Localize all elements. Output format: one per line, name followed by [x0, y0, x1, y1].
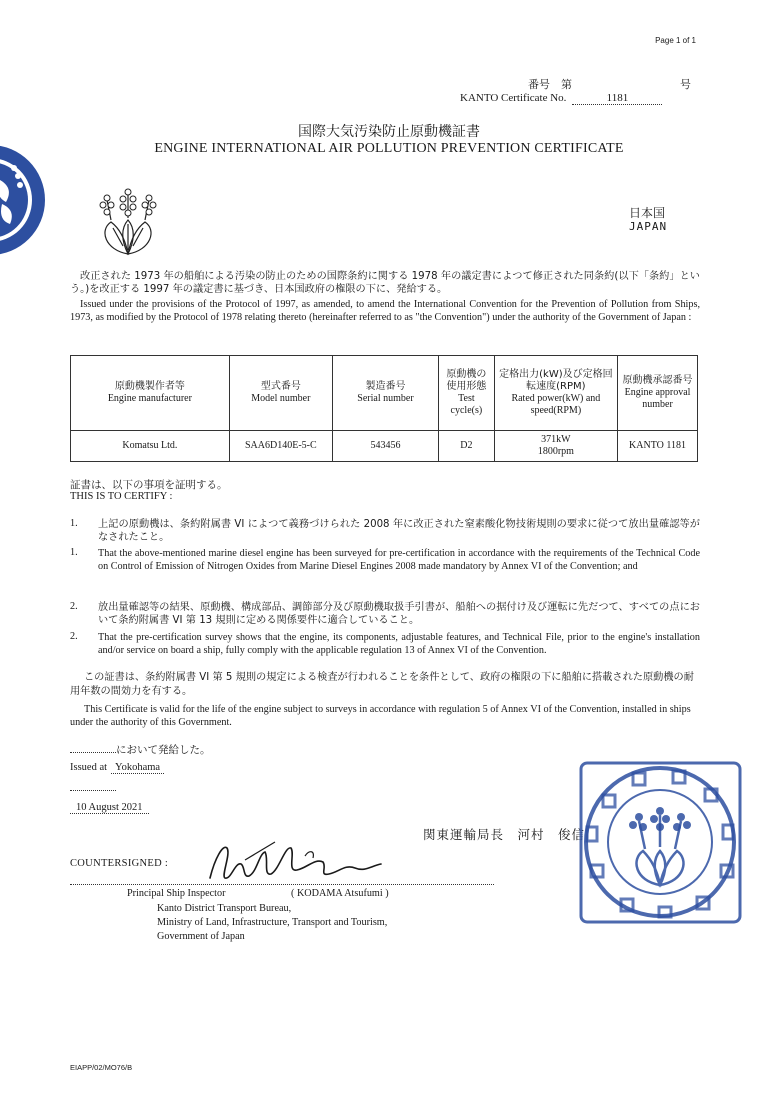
validity-paragraph-jp: この証書は、条約附属書 VI 第 5 規則の規定による検査が行われることを条件として、政府の権限の下に船舶に搭載された原動機の耐用年数の間効力を有する。 — [70, 672, 694, 697]
certificate-number-jp — [528, 76, 691, 92]
header-serial: 製造番号 Serial number — [332, 356, 438, 431]
item-1-text-jp: 上記の原動機は、条約附属書 VI によつて義務づけられた 2008 年に改正された窒素酸化物技術規則の要求に従つて放出量確認等がなされたこと。 — [98, 519, 700, 543]
item-1-text-en: That the above-mentioned marine diesel engine has been surveyed for pre-certification in accordance with the requirements of the Technical Code on Control of Emission of Nitrogen Oxides from Marine Diesel Engines 2008 made mandatory by Annex VI of the Convention; and — [98, 548, 700, 572]
issuing-official: 関東運輸局長 河村 俊信 — [423, 827, 586, 842]
cell-rated-power — [494, 431, 617, 462]
partial-seal-emblem — [0, 140, 46, 260]
item-1-number-jp: 1. — [70, 518, 78, 529]
certificate-number-label: KANTO Certificate No. — [460, 92, 567, 104]
certify-heading-jp: 証書は、以下の事項を証明する。 — [70, 479, 228, 491]
cell-model: SAA6D140E-5-C — [229, 431, 332, 462]
paulownia-crest-icon — [93, 186, 163, 258]
countersigned-label: COUNTERSIGNED : — [70, 858, 169, 869]
cell-manufacturer: Komatsu Ltd. — [71, 431, 230, 462]
issued-at-en — [70, 762, 164, 774]
certificate-number-value: 1181 — [572, 92, 662, 105]
header-test-cycle: 原動機の使用形態 Test cycle(s) — [439, 356, 495, 431]
intro-paragraph-en: Issued under the provisions of the Protocol of 1997, as amended, to amend the International Convention for the Prevention of Pollution from Ships, 1973, as modified by the Protocol of 1978 relating thereto (hereinafter referred to as "the Convention") under the authority of the Government of Japan : — [70, 299, 700, 323]
page-number: Page 1 of 1 — [655, 36, 696, 45]
inspector-title: Principal Ship Inspector — [127, 888, 226, 899]
table-row — [71, 431, 698, 462]
issuing-authority — [157, 902, 387, 944]
intro-paragraph-jp: 改正された 1973 年の船舶による汚染の防止のための国際条約に関する 1978 年の議定書によつて修正された同条約(以下「条約」という。)を改正する 1997 年の議定書に基づき、日本国政府の権限の下に、発給する。 — [70, 271, 700, 295]
cell-test-cycle: D2 — [439, 431, 495, 462]
form-code: EIAPP/02/MO76/B — [70, 1063, 133, 1072]
issue-date-value: 10 August 2021 — [70, 802, 149, 814]
issue-date — [70, 802, 149, 814]
item-1-number-en: 1. — [70, 547, 78, 558]
item-2-number-jp: 2. — [70, 601, 78, 612]
cell-serial: 543456 — [332, 431, 438, 462]
country-japanese: 日本国 — [629, 206, 666, 220]
authority-line-1: Kanto District Transport Bureau, — [157, 903, 292, 914]
issued-at-jp-text: において発給した。 — [116, 744, 211, 756]
official-seal-stamp — [573, 755, 748, 930]
item-2-text-en: That the pre-certification survey shows that the engine, its components, adjustable features, and Technical File, prior to the engine's installation and/or service on board a ship, fully comply with the applicable regulation 13 of Annex VI of the Convention. — [98, 632, 700, 656]
inspector-name: ( KODAMA Atsufumi ) — [291, 888, 389, 899]
cell-approval-number: KANTO 1181 — [618, 431, 698, 462]
title-english: ENGINE INTERNATIONAL AIR POLLUTION PREVENTION CERTIFICATE — [154, 141, 624, 156]
handwritten-signature — [205, 838, 385, 888]
certificate-number-jp-label: 番号 第 — [528, 78, 572, 91]
certificate-number-jp-suffix: 号 — [680, 78, 691, 91]
cell-speed: 1800rpm — [537, 446, 574, 457]
issued-place-blank — [70, 752, 116, 753]
signature-line — [70, 884, 494, 885]
header-model: 型式番号 Model number — [229, 356, 332, 431]
table-header-row — [71, 356, 698, 431]
item-2-text-jp: 放出量確認等の結果、原動機、構成部品、調節部分及び原動機取扱手引書が、船舶への据付け及び運転に先だつて、すべての点において条約附属書 VI 第 13 規則に定める関係要件に適合していること。 — [98, 602, 700, 626]
authority-line-3: Government of Japan — [157, 931, 245, 942]
item-2-number-en: 2. — [70, 631, 78, 642]
engine-details-table — [70, 355, 698, 462]
issued-place: Yokohama — [111, 762, 164, 774]
cell-power: 371kW — [541, 434, 571, 445]
authority-line-2: Ministry of Land, Infrastructure, Transport and Tourism, — [157, 917, 388, 928]
date-blank-line — [70, 790, 116, 791]
header-rated-power: 定格出力(kW)及び定格回転速度(RPM) Rated power(kW) and speed(RPM) — [494, 356, 617, 431]
issued-at-label: Issued at — [70, 762, 108, 773]
title-japanese: 国際大気汚染防止原動機証書 — [298, 124, 480, 140]
issued-at-jp — [70, 742, 211, 757]
header-manufacturer: 原動機製作者等 Engine manufacturer — [71, 356, 230, 431]
header-approval-number: 原動機承認番号 Engine approval number — [618, 356, 698, 431]
validity-paragraph-en: This Certificate is valid for the life of the engine subject to surveys in accordance with regulation 5 of Annex VI of the Convention, installed in ships under the authority of this Government. — [70, 704, 691, 728]
certify-heading-en: THIS IS TO CERTIFY : — [70, 491, 173, 502]
country-english: JAPAN — [629, 220, 668, 233]
certificate-number — [460, 92, 662, 105]
